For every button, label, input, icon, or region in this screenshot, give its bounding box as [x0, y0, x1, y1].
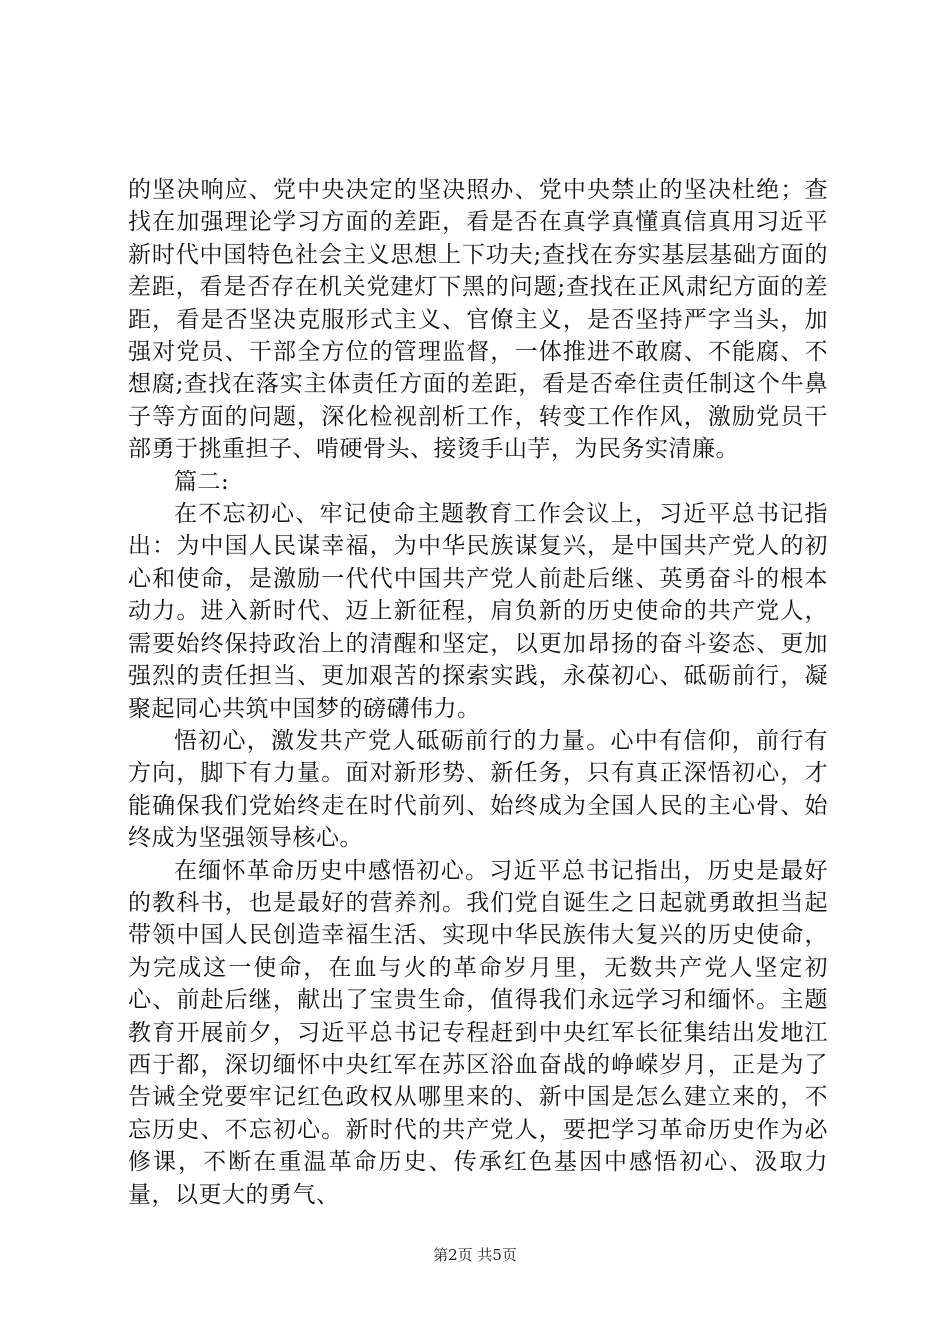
paragraph-1: 的坚决响应、党中央决定的坚决照办、党中央禁止的坚决杜绝；查找在加强理论学习方面的差距，看是否在真学真懂真信真用习近平新时代中国特色社会主义思想上下功夫;查找在夯实基层基础方面的差距，看是否存在机关党建灯下黑的问题;查找在正风肃纪方面的差距，看是否坚决克服形式主义、官僚主义，是否坚持严字当头，加强对党员、干部全方位的管理监督，一体推进不敢腐、不能腐、不想腐;查找在落实主体责任方面的差距，看是否牵住责任制这个牛鼻子等方面的问题，深化检视剖析工作，转变工作作风，激励党员干部勇于挑重担子、啃硬骨头、接烫手山芋，为民务实清廉。	[128, 177, 828, 463]
paragraph-2: 在不忘初心、牢记使命主题教育工作会议上，习近平总书记指出：为中国人民谋幸福，为中华民族谋复兴，是中国共产党人的初心和使命，是激励一代代中国共产党人前赴后继、英勇奋斗的根本动力。进入新时代、迈上新征程，肩负新的历史使命的共产党人，需要始终保持政治上的清醒和坚定，以更加昂扬的奋斗姿态、更加强烈的责任担当、更加艰苦的探索实践，永葆初心、砥砺前行，凝聚起同心共筑中国梦的磅礴伟力。	[128, 501, 828, 722]
paragraph-4: 在缅怀革命历史中感悟初心。习近平总书记指出，历史是最好的教科书，也是最好的营养剂。我们党自诞生之日起就勇敢担当起带领中国人民创造幸福生活、实现中华民族伟大复兴的历史使命，为完成这一使命，在血与火的革命岁月里，无数共产党人坚定初心、前赴后继，献出了宝贵生命，值得我们永远学习和缅怀。主题教育开展前夕，习近平总书记专程赶到中央红军长征集结出发地江西于都，深切缅怀中央红军在苏区浴血奋战的峥嵘岁月，正是为了告诫全党要牢记红色政权从哪里来的、新中国是怎么建立来的，不忘历史、不忘初心。新时代的共产党人，要把学习革命历史作为必修课，不断在重温革命历史、传承红色基因中感悟初心、汲取力量，以更大的勇气、	[128, 857, 828, 1208]
paragraph-3: 悟初心，激发共产党人砥砺前行的力量。心中有信仰，前行有方向，脚下有力量。面对新形势、新任务，只有真正深悟初心，才能确保我们党始终走在时代前列、始终成为全国人民的主心骨、始终成为坚强领导核心。	[128, 727, 828, 852]
page-number-label: 第2页 共5页	[433, 1246, 517, 1264]
document-body	[128, 174, 828, 1211]
section-heading: 篇二:	[174, 468, 230, 495]
page-footer	[0, 1244, 950, 1265]
